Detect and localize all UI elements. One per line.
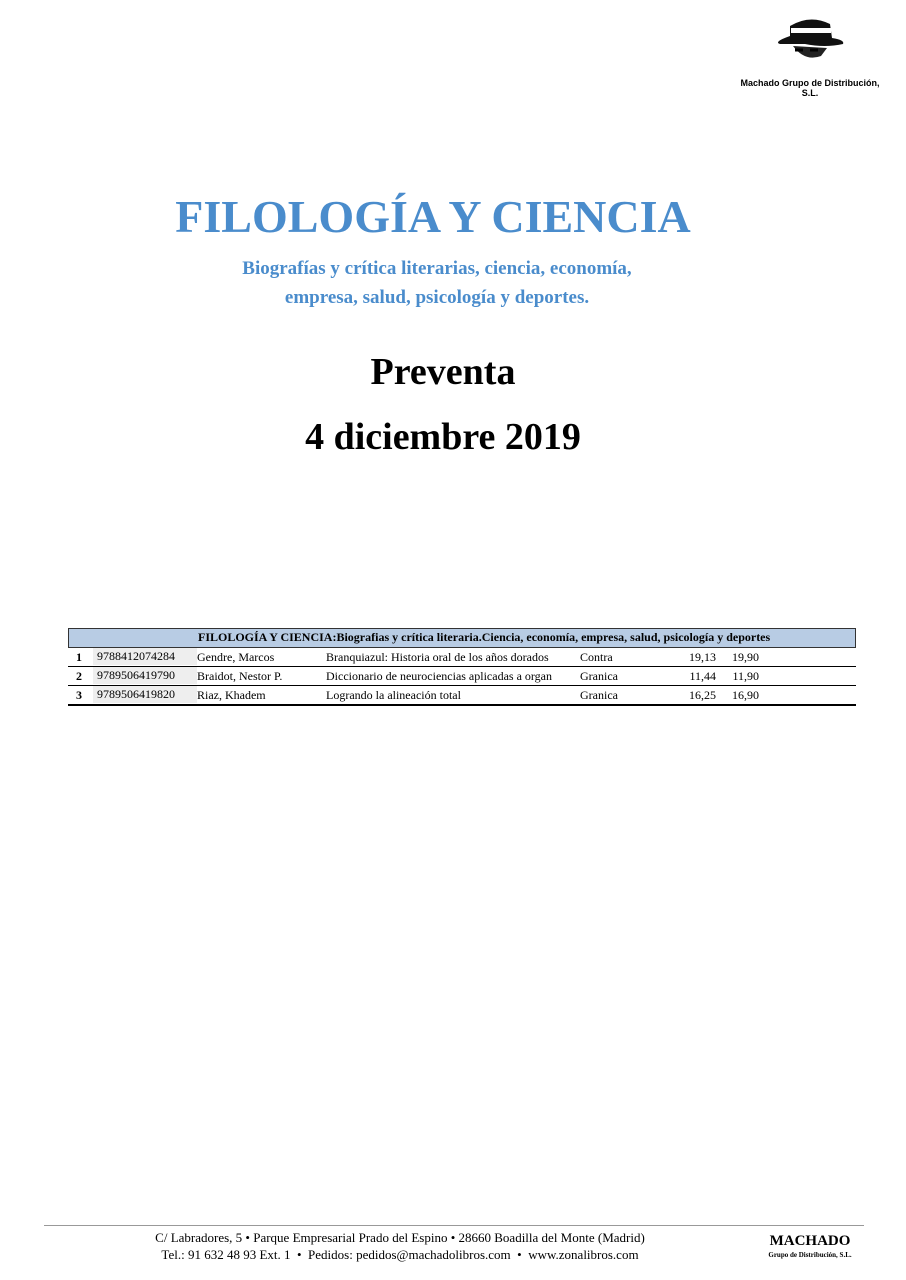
author-cell: Gendre, Marcos bbox=[197, 650, 275, 664]
price-cell: 19,90 bbox=[732, 650, 759, 664]
table-row bbox=[68, 686, 856, 706]
row-number: 3 bbox=[76, 688, 82, 702]
title-cell: Logrando la alineación total bbox=[326, 688, 461, 702]
isbn-cell: 9789506419790 bbox=[93, 667, 197, 684]
author-cell: Riaz, Khadem bbox=[197, 688, 266, 702]
table-row bbox=[68, 648, 856, 667]
isbn-cell: 9788412074284 bbox=[93, 648, 197, 665]
company-logo bbox=[735, 12, 885, 98]
table-header-text: FILOLOGÍA Y CIENCIA:Biografias y crítica literaria.Ciencia, economía, empresa, salud, psicología y deportes bbox=[198, 630, 771, 644]
footer-brand-sub: Grupo de Distribución, S.L. bbox=[768, 1251, 852, 1259]
footer-divider bbox=[44, 1225, 864, 1226]
page-title: FILOLOGÍA Y CIENCIA bbox=[175, 191, 691, 242]
publisher-cell: Contra bbox=[580, 650, 613, 664]
publisher-cell: Granica bbox=[580, 669, 618, 683]
publisher-cell: Granica bbox=[580, 688, 618, 702]
table-row bbox=[68, 667, 856, 686]
price-cell: 16,90 bbox=[732, 688, 759, 702]
hat-man-icon bbox=[735, 12, 885, 72]
date-heading: 4 diciembre 2019 bbox=[305, 416, 581, 458]
row-number: 1 bbox=[76, 650, 82, 664]
price-cell: 11,90 bbox=[732, 669, 759, 683]
subtitle-line-2: empresa, salud, psicología y deportes. bbox=[284, 287, 590, 308]
footer-contact: Tel.: 91 632 48 93 Ext. 1 • Pedidos: pedidos@machadolibros.com • www.zonalibros.com bbox=[161, 1247, 639, 1262]
net-price-cell: 16,25 bbox=[689, 688, 716, 702]
net-price-cell: 11,44 bbox=[689, 669, 716, 683]
subtitle-line-1: Biografías y crítica literarias, ciencia, economía, bbox=[242, 258, 632, 279]
title-cell: Branquiazul: Historia oral de los años dorados bbox=[326, 650, 549, 664]
product-table bbox=[68, 628, 856, 706]
footer-address: C/ Labradores, 5 • Parque Empresarial Prado del Espino • 28660 Boadilla del Monte (Madrid) bbox=[155, 1230, 645, 1245]
title-cell: Diccionario de neurociencias aplicadas a organ bbox=[326, 669, 553, 683]
row-number: 2 bbox=[76, 669, 82, 683]
logo-text: Machado Grupo de Distribución, S.L. bbox=[740, 78, 880, 98]
footer-brand: MACHADO bbox=[769, 1233, 851, 1249]
net-price-cell: 19,13 bbox=[689, 650, 716, 664]
author-cell: Braidot, Nestor P. bbox=[197, 669, 283, 683]
table-header bbox=[68, 628, 856, 648]
isbn-cell: 9789506419820 bbox=[93, 686, 197, 703]
presale-heading: Preventa bbox=[370, 351, 516, 393]
